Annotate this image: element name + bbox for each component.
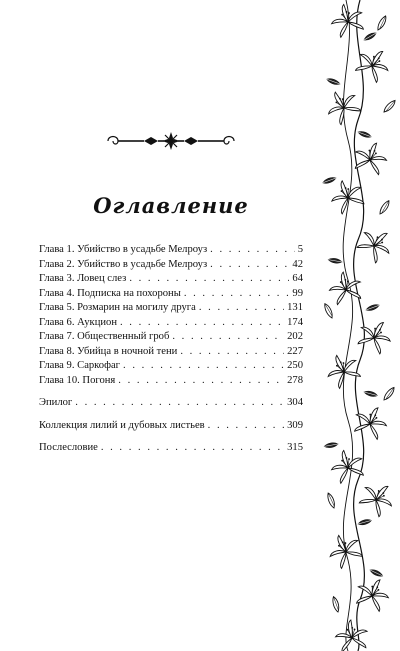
lily-border-icon xyxy=(318,0,400,651)
toc-entry-page: 304 xyxy=(287,397,303,408)
toc-entry-chapter-1[interactable] xyxy=(39,244,303,259)
toc-entry-label: Глава 5. Розмарин на могилу друга xyxy=(39,302,196,313)
toc-entry-chapter-7[interactable] xyxy=(39,331,303,346)
toc-entry-collection[interactable] xyxy=(39,420,303,435)
toc-entry-page: 42 xyxy=(292,258,303,270)
table-of-contents xyxy=(39,244,303,457)
decorative-divider-icon xyxy=(104,130,238,152)
dot-leader xyxy=(208,420,284,431)
toc-entry-chapter-6[interactable] xyxy=(39,317,303,332)
toc-entry-page: 278 xyxy=(287,374,303,386)
toc-entry-label: Глава 4. Подписка на похороны xyxy=(39,287,181,299)
toc-entry-page: 99 xyxy=(292,287,303,299)
toc-entry-chapter-3[interactable] xyxy=(39,273,303,288)
toc-entry-label: Глава 7. Общественный гроб xyxy=(39,331,170,342)
toc-entry-page: 5 xyxy=(297,244,303,255)
toc-entry-chapter-5[interactable] xyxy=(39,302,303,317)
toc-entry-page: 202 xyxy=(287,331,303,342)
toc-entry-label: Глава 3. Ловец слез xyxy=(39,273,127,284)
toc-entry-label: Эпилог xyxy=(39,397,73,408)
toc-entry-epilogue[interactable] xyxy=(39,397,303,412)
toc-entry-page: 309 xyxy=(287,419,303,431)
toc-entry-label: Глава 2. Убийство в усадьбе Мелроуз xyxy=(39,258,208,270)
toc-entry-label: Коллекция лилий и дубовых листьев xyxy=(39,419,205,431)
dot-leader xyxy=(118,375,284,386)
dot-leader xyxy=(184,288,290,299)
toc-entry-label: Послесловие xyxy=(39,442,98,453)
toc-entry-page: 174 xyxy=(287,316,303,328)
dot-leader xyxy=(172,331,284,342)
toc-entry-chapter-9[interactable] xyxy=(39,360,303,375)
toc-entry-chapter-10[interactable] xyxy=(39,375,303,390)
toc-entry-label: Глава 8. Убийца в ночной тени xyxy=(39,345,178,357)
dot-leader xyxy=(123,360,284,371)
dot-leader xyxy=(210,259,289,270)
dot-leader xyxy=(75,397,284,408)
toc-entry-page: 315 xyxy=(287,442,303,453)
toc-entry-label: Глава 1. Убийство в усадьбе Мелроуз xyxy=(39,244,208,255)
toc-entry-page: 250 xyxy=(287,360,303,371)
toc-entry-label: Глава 10. Погоня xyxy=(39,374,116,386)
dot-leader xyxy=(199,302,284,313)
toc-entry-chapter-4[interactable] xyxy=(39,288,303,303)
dot-leader xyxy=(180,346,284,357)
dot-leader xyxy=(129,273,289,284)
toc-entry-afterword[interactable] xyxy=(39,442,303,457)
toc-entry-chapter-8[interactable] xyxy=(39,346,303,361)
toc-entry-page: 64 xyxy=(292,273,303,284)
toc-entry-chapter-2[interactable] xyxy=(39,259,303,274)
toc-entry-page: 227 xyxy=(287,345,303,357)
dot-leader xyxy=(120,317,284,328)
dot-leader xyxy=(101,442,284,453)
toc-entry-label: Глава 6. Аукцион xyxy=(39,316,117,328)
toc-entry-label: Глава 9. Саркофаг xyxy=(39,360,121,371)
page-title: Оглавление xyxy=(93,193,249,218)
toc-entry-page: 131 xyxy=(287,302,303,313)
dot-leader xyxy=(210,244,295,255)
